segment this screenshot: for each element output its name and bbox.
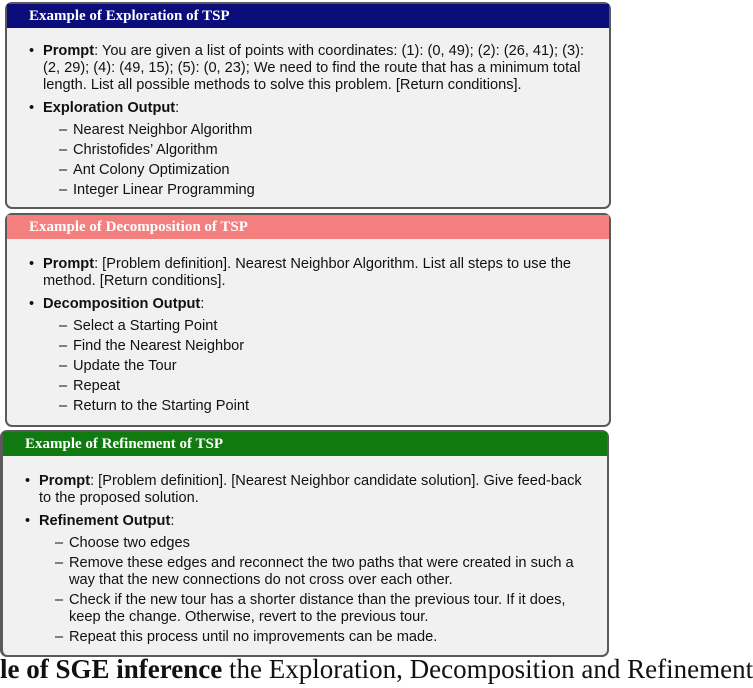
list-item: – Update the Tour	[7, 358, 591, 375]
list-item: – Repeat	[7, 378, 591, 395]
exploration-list	[7, 43, 609, 199]
prompt-label: Prompt	[43, 256, 95, 272]
output-colon: :	[175, 100, 180, 116]
refinement-prompt	[3, 473, 589, 507]
caption-bold: le of SGE inference	[0, 654, 223, 684]
decomposition-box	[5, 213, 611, 427]
list-item: – Remove these edges and reconnect the two paths that were created in such a way that the new connections do not cross over each other.	[3, 555, 589, 589]
output-colon: :	[170, 513, 175, 529]
list-item: – Ant Colony Optimization	[7, 162, 593, 179]
refinement-output	[3, 513, 589, 646]
list-item: – Check if the new tour has a shorter distance than the previous tour. If it does, keep the change. Otherwise, revert to the previous tour.	[3, 592, 589, 626]
exploration-header	[7, 4, 609, 28]
decomposition-output	[7, 296, 591, 415]
decomposition-header	[7, 215, 609, 239]
list-item: – Select a Starting Point	[7, 318, 591, 335]
refinement-title: Example of Refinement of TSP	[25, 436, 224, 452]
prompt-label: Prompt	[39, 473, 91, 489]
prompt-text: : [Problem definition]. [Nearest Neighbor candidate solution]. Give feed-back to the proposed solution.	[39, 473, 582, 506]
decomposition-list	[7, 256, 609, 415]
refinement-header	[3, 432, 607, 456]
list-item: – Choose two edges	[3, 535, 589, 552]
list-item: – Integer Linear Programming	[7, 182, 593, 199]
refinement-list	[3, 473, 607, 646]
refinement-items	[3, 535, 589, 646]
exploration-box	[5, 2, 611, 209]
decomposition-title: Example of Decomposition of TSP	[29, 219, 248, 235]
decomposition-items	[7, 318, 591, 415]
output-label: Exploration Output	[43, 100, 176, 116]
list-item: – Return to the Starting Point	[7, 398, 591, 415]
output-label: Decomposition Output	[43, 296, 201, 312]
exploration-title: Example of Exploration of TSP	[29, 8, 230, 24]
list-item: – Nearest Neighbor Algorithm	[7, 122, 593, 139]
exploration-prompt	[7, 43, 593, 94]
decomposition-prompt	[7, 256, 591, 290]
list-item: – Christofides’ Algorithm	[7, 142, 593, 159]
caption-rest: the Exploration, Decomposition and Refinement	[222, 654, 753, 684]
list-item: – Repeat this process until no improvements can be made.	[3, 629, 589, 646]
prompt-text: : [Problem definition]. Nearest Neighbor Algorithm. List all steps to use the method. [Return conditions].	[43, 256, 572, 289]
prompt-text: : You are given a list of points with coordinates: (1): (0, 49); (2): (26, 41); (3): (2, 29); (4): (49, 15); (5): (0, 23); We need to find the route that has a minimum total length. List all possible methods to solve this problem. [Return conditions].	[43, 43, 585, 93]
refinement-box	[0, 430, 609, 657]
output-colon: :	[200, 296, 205, 312]
prompt-label: Prompt	[43, 43, 95, 59]
figure-caption	[0, 650, 753, 688]
list-item: – Find the Nearest Neighbor	[7, 338, 591, 355]
exploration-items	[7, 122, 593, 199]
exploration-output	[7, 100, 593, 199]
output-label: Refinement Output	[39, 513, 171, 529]
